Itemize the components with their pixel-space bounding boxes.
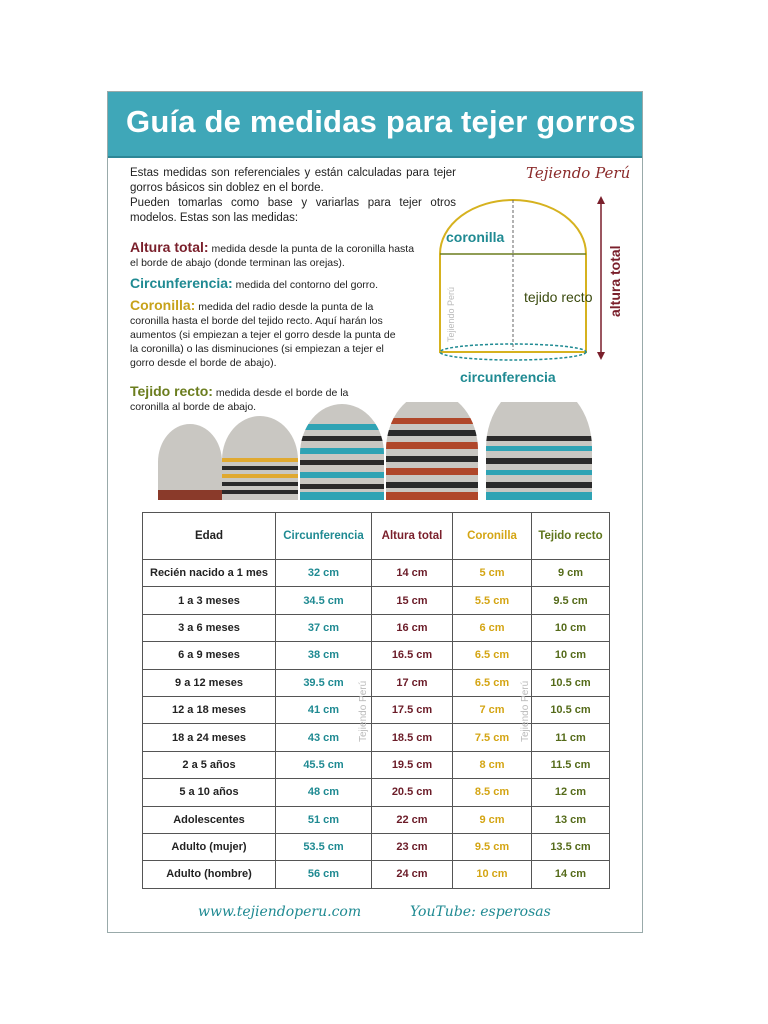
cell-coronilla: 6.5 cm [453, 669, 532, 696]
cell-altura: 18.5 cm [372, 724, 453, 751]
table-watermark-2: Tejiendo Perú [520, 680, 531, 742]
cell-coronilla: 6 cm [453, 614, 532, 641]
cell-altura: 17.5 cm [372, 696, 453, 723]
definition-circunferencia-text: medida del contorno del gorro. [235, 279, 379, 291]
cell-coronilla: 5.5 cm [453, 587, 532, 614]
cell-edad: 12 a 18 meses [143, 696, 276, 723]
hat-diagram [428, 192, 628, 388]
table-row [143, 696, 610, 723]
header-edad: Edad [143, 513, 276, 560]
title-banner [108, 92, 642, 158]
cell-tejido: 10.5 cm [532, 696, 610, 723]
cell-altura: 19.5 cm [372, 751, 453, 778]
cell-edad: Adolescentes [143, 806, 276, 833]
table-row [143, 806, 610, 833]
cell-edad: 2 a 5 años [143, 751, 276, 778]
hat-4-icon [382, 402, 482, 502]
cell-altura: 22 cm [372, 806, 453, 833]
table-row [143, 751, 610, 778]
hat-2-icon [218, 402, 308, 502]
cell-altura: 20.5 cm [372, 779, 453, 806]
table-row [143, 642, 610, 669]
cell-altura: 16.5 cm [372, 642, 453, 669]
table-row [143, 724, 610, 751]
header-circunferencia: Circunferencia [276, 513, 372, 560]
intro-paragraph-2: Pueden tomarlas como base y variarlas para tejer otros modelos. Estas son las medidas: [130, 197, 456, 224]
cell-circunferencia: 53.5 cm [276, 833, 372, 860]
brand-logo-text: Tejiendo Perú [526, 164, 631, 182]
cell-circunferencia: 48 cm [276, 779, 372, 806]
diagram-label-tejido-text: tejido recto [524, 289, 593, 305]
measurements-table [142, 512, 610, 889]
cell-altura: 15 cm [372, 587, 453, 614]
cell-tejido: 9 cm [532, 560, 610, 587]
footer-website: www.tejiendoperu.com [198, 904, 362, 920]
cell-tejido: 9.5 cm [532, 587, 610, 614]
term-tejido: Tejido recto: [130, 383, 213, 399]
cell-circunferencia: 43 cm [276, 724, 372, 751]
cell-altura: 14 cm [372, 560, 453, 587]
table-row [143, 614, 610, 641]
cell-edad: Adulto (hombre) [143, 861, 276, 888]
diagram-label-tejido [524, 289, 593, 305]
table-header-row [143, 513, 610, 560]
page-title: Guía de medidas para tejer gorros [126, 104, 636, 139]
cell-edad: 6 a 9 meses [143, 642, 276, 669]
cell-tejido: 10 cm [532, 614, 610, 641]
cell-circunferencia: 45.5 cm [276, 751, 372, 778]
intro-paragraph-1: Estas medidas son referenciales y están calculadas para tejer gorros básicos sin doblez en el borde. [130, 167, 456, 194]
cell-tejido: 12 cm [532, 779, 610, 806]
hat-5-icon [482, 402, 596, 502]
intro-text [130, 166, 456, 226]
cell-altura: 17 cm [372, 669, 453, 696]
cell-circunferencia: 37 cm [276, 614, 372, 641]
diagram-label-circunferencia: circunferencia [460, 369, 556, 385]
table-row [143, 560, 610, 587]
header-altura: Altura total [372, 513, 453, 560]
term-coronilla: Coronilla: [130, 297, 196, 313]
cell-tejido: 11 cm [532, 724, 610, 751]
cell-altura: 24 cm [372, 861, 453, 888]
cell-edad: 1 a 3 meses [143, 587, 276, 614]
cell-circunferencia: 32 cm [276, 560, 372, 587]
table-watermark-1: Tejiendo Perú [358, 680, 369, 742]
cell-coronilla: 10 cm [453, 861, 532, 888]
diagram-watermark: Tejiendo Perú [446, 286, 456, 342]
table-row [143, 861, 610, 888]
cell-circunferencia: 38 cm [276, 642, 372, 669]
diagram-label-coronilla: coronilla [446, 229, 505, 245]
cell-edad: 5 a 10 años [143, 779, 276, 806]
cell-circunferencia: 34.5 cm [276, 587, 372, 614]
cell-coronilla: 7.5 cm [453, 724, 532, 751]
table-row [143, 779, 610, 806]
diagram-label-altura: altura total [607, 245, 623, 317]
definition-circunferencia [130, 276, 420, 292]
cell-coronilla: 6.5 cm [453, 642, 532, 669]
cell-circunferencia: 51 cm [276, 806, 372, 833]
altura-arrow-top [597, 196, 605, 204]
cell-edad: Adulto (mujer) [143, 833, 276, 860]
header-tejido: Tejido recto [532, 513, 610, 560]
cell-circunferencia: 39.5 cm [276, 669, 372, 696]
cell-tejido: 10.5 cm [532, 669, 610, 696]
cell-altura: 16 cm [372, 614, 453, 641]
table-row [143, 669, 610, 696]
definition-coronilla-text: medida del radio desde la punta de la coronilla hasta el borde del tejido recto. Aquí harán los aumentos (si empiezan a tejer el gorro desde la punta de la coronilla) o las disminuciones (si empiezan a tejer el gorro desde el borde de abajo). [130, 301, 396, 369]
cell-altura: 23 cm [372, 833, 453, 860]
cell-tejido: 14 cm [532, 861, 610, 888]
cell-coronilla: 9 cm [453, 806, 532, 833]
header-coronilla: Coronilla [453, 513, 532, 560]
cell-coronilla: 8 cm [453, 751, 532, 778]
definition-altura [130, 240, 415, 270]
cell-edad: 18 a 24 meses [143, 724, 276, 751]
altura-arrow-bottom [597, 352, 605, 360]
cell-edad: 9 a 12 meses [143, 669, 276, 696]
hat-3-icon [296, 402, 392, 502]
knitted-hats-illustration [108, 402, 642, 507]
table-row [143, 833, 610, 860]
cell-circunferencia: 56 cm [276, 861, 372, 888]
cell-tejido: 13 cm [532, 806, 610, 833]
cell-circunferencia: 41 cm [276, 696, 372, 723]
cell-tejido: 11.5 cm [532, 751, 610, 778]
cell-edad: 3 a 6 meses [143, 614, 276, 641]
term-altura: Altura total: [130, 239, 209, 255]
cell-tejido: 13.5 cm [532, 833, 610, 860]
term-circunferencia: Circunferencia: [130, 275, 233, 291]
cell-tejido: 10 cm [532, 642, 610, 669]
cell-coronilla: 8.5 cm [453, 779, 532, 806]
definition-tejido-text: medida desde el borde de la coronilla al borde de abajo. [130, 387, 349, 413]
cell-coronilla: 7 cm [453, 696, 532, 723]
definition-altura-text: medida desde la punta de la coronilla hasta el borde de abajo (donde terminan las orejas). [130, 243, 415, 269]
definition-coronilla [130, 298, 402, 370]
measurement-guide-card [107, 91, 643, 933]
table-row [143, 587, 610, 614]
cell-coronilla: 9.5 cm [453, 833, 532, 860]
footer-youtube: YouTube: esperosas [410, 904, 551, 920]
cell-coronilla: 5 cm [453, 560, 532, 587]
cell-edad: Recién nacido a 1 mes [143, 560, 276, 587]
